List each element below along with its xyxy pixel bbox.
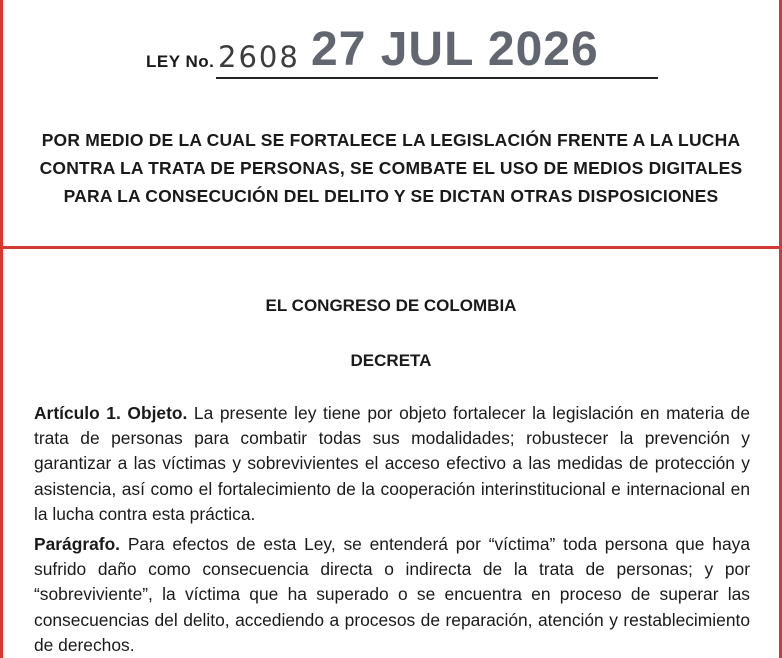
ley-label: LEY No.	[146, 52, 215, 71]
section-divider	[0, 246, 782, 249]
article-1-heading: Artículo 1. Objeto.	[34, 403, 188, 423]
ley-header	[146, 22, 658, 80]
decree-heading: DECRETA	[350, 351, 432, 370]
paragraph-heading: Parágrafo.	[34, 534, 121, 554]
date-stamp: 27 JUL 2026	[311, 23, 599, 76]
article-1	[34, 401, 750, 527]
issuer-heading: EL CONGRESO DE COLOMBIA	[265, 296, 517, 315]
article-1-text: La presente ley tiene por objeto fortalecer la legislación en materia de trata de personas para combatir todas sus modalidades; robustecer la prevención y garantizar a las víctimas y sobrevivientes el acceso efectivo a las medidas de protección y asistencia, así como el fortalecimiento de la cooperación interinstitucional e internacional en la lucha contra esta práctica.	[34, 403, 751, 524]
law-title: POR MEDIO DE LA CUAL SE FORTALECE LA LEGISLACIÓN FRENTE A LA LUCHA CONTRA LA TRATA DE PERSONAS, SE COMBATE EL USO DE MEDIOS DIGITALES PARA LA CONSECUCIÓN DEL DELITO Y SE DICTAN OTRAS DISPOSICIONES	[39, 130, 743, 206]
ley-underline	[216, 77, 658, 79]
paragraph-clause	[34, 532, 750, 658]
paragraph-text: Para efectos de esta Ley, se entenderá por “víctima” toda persona que haya sufrido daño como consecuencia directa o indirecta de la trata de personas; y por “sobreviviente”, la víctima que ha superado o se encuentra en proceso de superar las consecuencias del delito, accediendo a procesos de reparación, atención y restablecimiento de derechos.	[34, 534, 750, 655]
ley-number: 2608	[218, 40, 300, 74]
